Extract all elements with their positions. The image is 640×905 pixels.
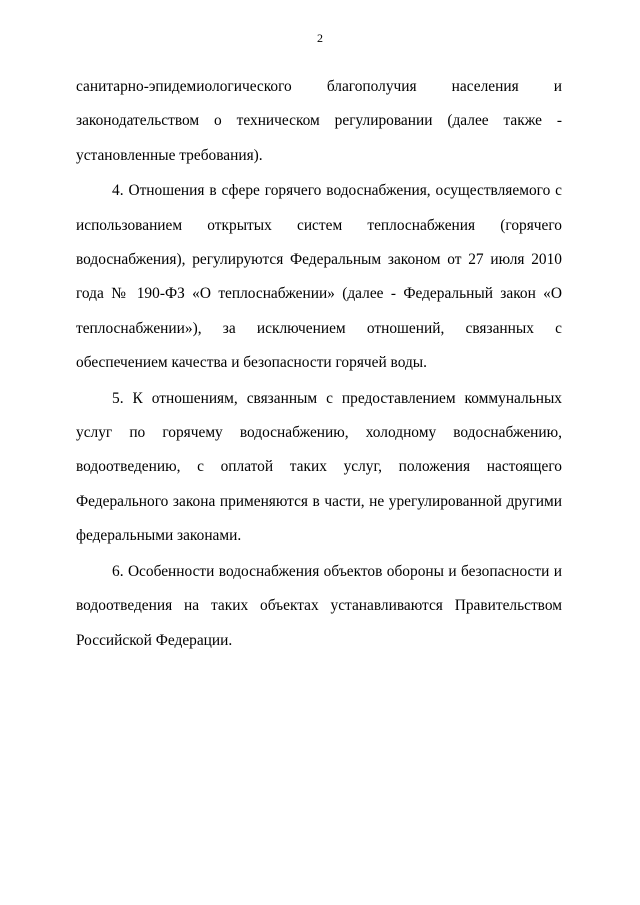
paragraph-4: 4. Отношения в сфере горячего водоснабжения, осуществляемого с использованием открытых систем теплоснабжения (горячего водоснабжения), регулируются Федеральным законом от 27 июля 2010 года № 190-ФЗ «О теплоснабжении» (далее - Федеральный закон «О теплоснабжении»), за исключением отношений, связанных с обеспечением качества и безопасности горячей воды. [76, 182, 562, 372]
paragraph-continuation: санитарно-эпидемиологического благополучия населения и законодательством о техническом регулировании (далее также - установленные требования). [76, 78, 562, 164]
paragraph-5: 5. К отношениям, связанным с предоставлением коммунальных услуг по горячему водоснабжению, холодному водоснабжению, водоотведению, с оплатой таких услуг, положения настоящего Федерального закона применяются в части, не урегулированной другими федеральными законами. [76, 389, 562, 545]
document-body [76, 70, 562, 658]
page-number: 2 [317, 31, 323, 45]
paragraph-6: 6. Особенности водоснабжения объектов обороны и безопасности и водоотведения на таких объектах устанавливаются Правительством Российской Федерации. [76, 562, 562, 649]
